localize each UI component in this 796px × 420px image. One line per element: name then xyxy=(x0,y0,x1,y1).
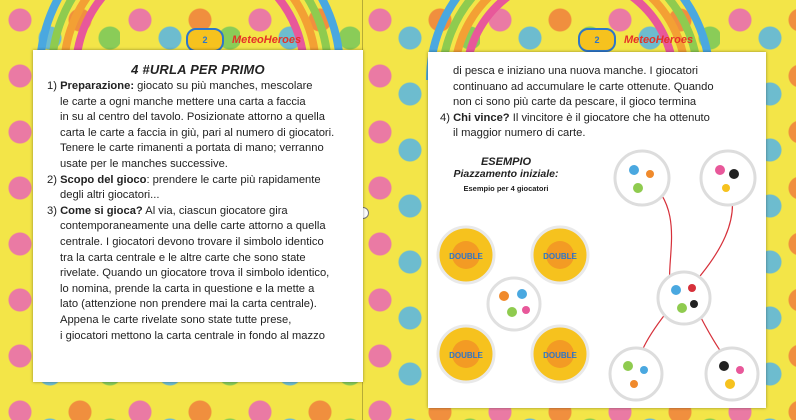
meteoheroes-logo: MeteoHeroes xyxy=(232,34,302,46)
logo-left xyxy=(186,28,301,52)
example-subtitle: Piazzamento iniziale: xyxy=(453,168,559,180)
rule-goal: 2) Scopo del gioco: prendere le carte più rapidamente degli altri giocatori... xyxy=(47,173,321,202)
card-center xyxy=(658,272,710,324)
example-revealed-cards xyxy=(606,148,764,402)
example-title: ESEMPIO xyxy=(480,156,532,168)
svg-text:DOUBLE: DOUBLE xyxy=(449,252,483,261)
page-title: 4 #URLA PER PRIMO xyxy=(131,62,265,77)
example-heading-block xyxy=(446,156,566,193)
meteoheroes-logo: MeteoHeroes xyxy=(624,34,694,46)
rules-panel-left xyxy=(33,50,363,382)
svg-text:DOUBLE: DOUBLE xyxy=(449,351,483,360)
card-back xyxy=(438,227,494,283)
svg-text:DOUBLE: DOUBLE xyxy=(543,252,577,261)
rule-how-to-play: 3) Come si gioca? Al via, ciascun giocatore gira contemporaneamente una delle carte attorno a quella centrale. I giocatori devono trovare il simbolo identico tra la carta centrale e le altre carte che sono state rivelate. Quando un giocatore trova il simbolo identico, lo nomina, prende la carta in questione e la mette a lato (attenzione non prendere mai la carta centrale). Appena le carte rivelate sono state tutte prese, i giocatori mettono la carta centrale in fondo al mazzo xyxy=(47,204,330,342)
logo-right xyxy=(578,28,693,52)
rules-text-continued: di pesca e iniziano una nuova manche. I giocatori continuano ad accumulare le carte ottenute. Quando non ci sono più carte da pescare, il gioco termina 4) Chi vince? Il vincitore è il giocatore che ha ottenuto il maggior numero di carte. xyxy=(428,52,766,142)
example-card-layout xyxy=(434,222,594,404)
card-face xyxy=(706,348,758,400)
card-face xyxy=(615,151,669,205)
double-logo-badge: 2 xyxy=(186,28,224,52)
rules-text xyxy=(33,77,363,344)
double-logo-badge: 2 xyxy=(578,28,616,52)
rule-preparation: 1) Preparazione: giocato su più manches, mescolare le carte a ogni manche mettere una carta a faccia in su al centro del tavolo. Posizionate attorno a quella carta le carte a faccia in giù, pari al numero di giocatori. Tenere le carte rimanenti a portata di mano; verranno usate per le manches successive. xyxy=(47,80,335,170)
rule-winner: 4) Chi vince? Il vincitore è il giocatore che ha ottenuto il maggior numero di carte. xyxy=(440,111,710,140)
card-face xyxy=(610,348,662,400)
rule-heading: Preparazione: xyxy=(60,80,135,92)
card-face xyxy=(701,151,755,205)
card-back xyxy=(532,227,588,283)
rules-panel-right xyxy=(428,52,766,408)
example-note: Esempio per 4 giocatori xyxy=(463,184,549,193)
rule-heading: Chi vince? xyxy=(453,111,510,124)
rule-heading: Come si gioca? xyxy=(60,204,143,217)
rule-heading: Scopo del gioco xyxy=(60,173,147,186)
svg-text:DOUBLE: DOUBLE xyxy=(543,351,577,360)
card-back xyxy=(532,326,588,382)
card-center xyxy=(488,278,540,330)
card-back xyxy=(438,326,494,382)
